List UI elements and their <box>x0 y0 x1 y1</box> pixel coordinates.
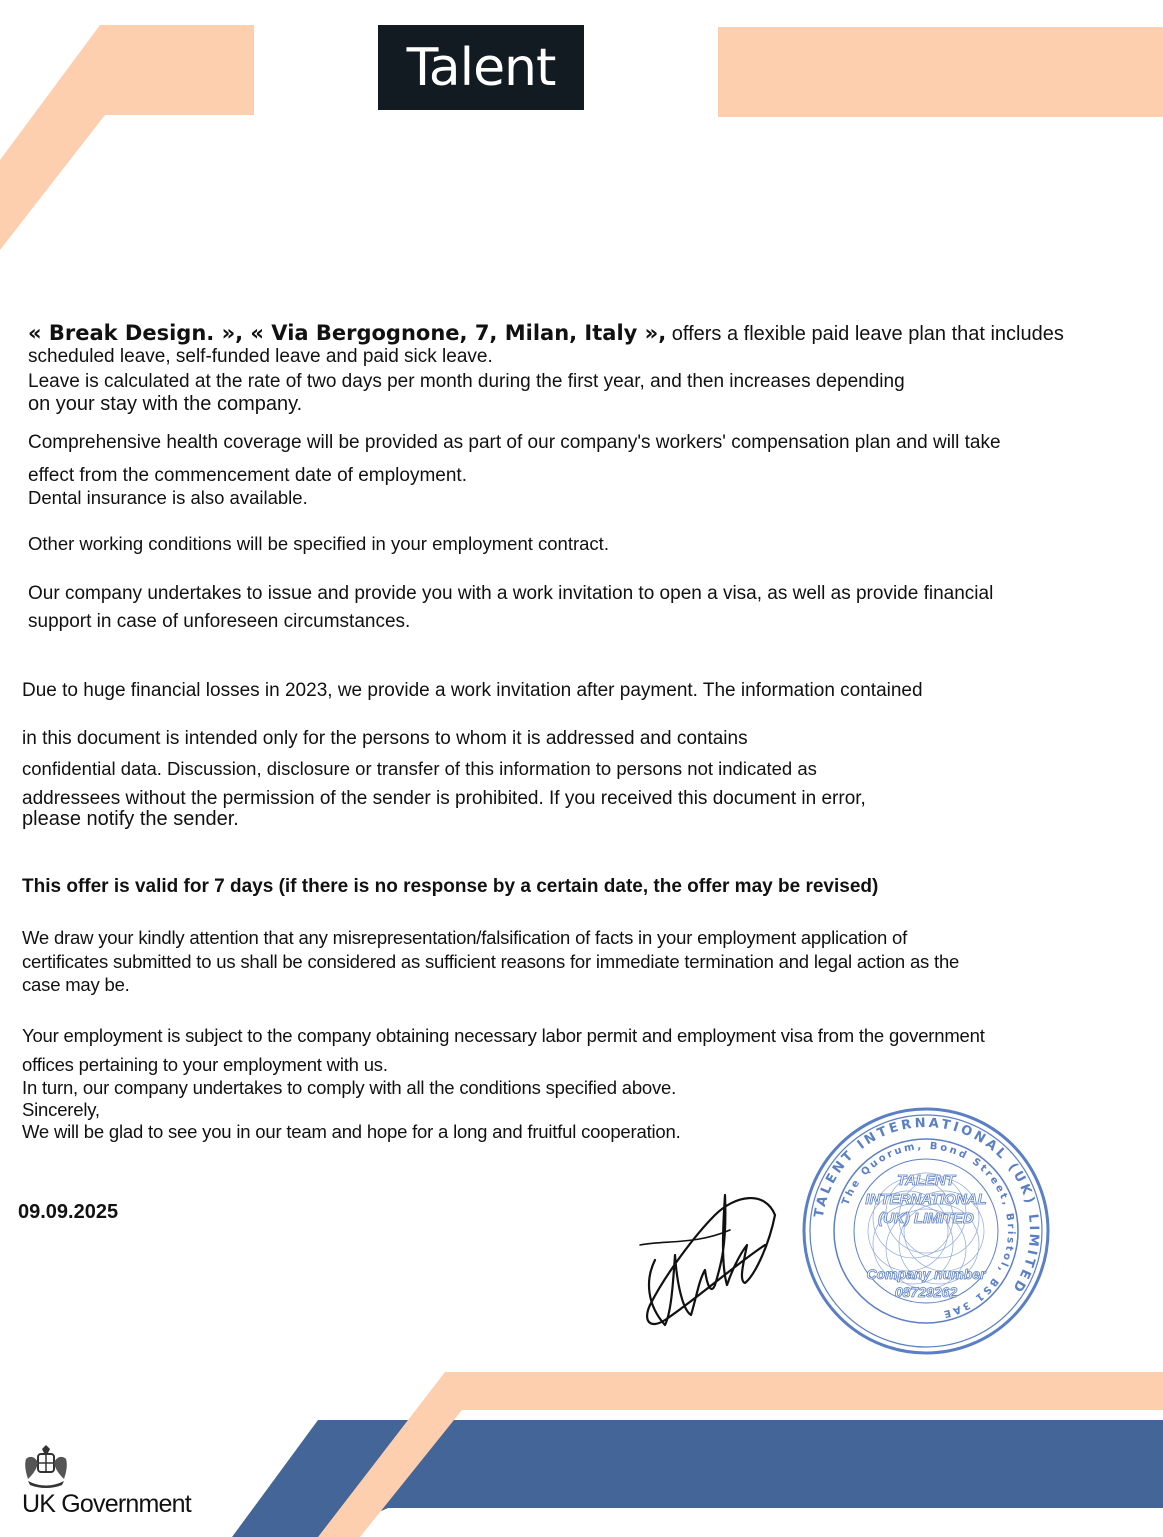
health-line-1: Comprehensive health coverage will be provided as part of our company's workers' compensation plan and will take <box>28 432 1001 453</box>
attention-line-2: certificates submitted to us shall be considered as sufficient reasons for immediate termination and legal action as the <box>22 951 960 972</box>
comply-line: In turn, our company undertakes to comply with all the conditions specified above. <box>22 1077 677 1098</box>
losses-line-3: confidential data. Discussion, disclosure or transfer of this information to persons not indicated as <box>22 758 817 779</box>
losses-line-5: please notify the sender. <box>22 808 239 830</box>
document-date: 09.09.2025 <box>18 1201 119 1223</box>
company-stamp <box>800 1105 1052 1357</box>
leave-line-2: on your stay with the company. <box>28 393 303 415</box>
talent-logo-text: Talent <box>406 37 556 98</box>
losses-line-1: Due to huge financial losses in 2023, we provide a work invitation after payment. The information contained <box>22 680 923 701</box>
top-left-peach-band <box>0 25 254 250</box>
permit-line-1: Your employment is subject to the company obtaining necessary labor permit and employment visa from the government <box>22 1025 985 1046</box>
signature <box>635 1185 780 1335</box>
leave-line-1: Leave is calculated at the rate of two days per month during the first year, and then increases depending <box>28 371 905 392</box>
offer-validity: This offer is valid for 7 days (if there is no response by a certain date, the offer may be revised) <box>22 876 879 897</box>
stamp-company-number: 08729262 <box>894 1284 958 1300</box>
permit-line-2: offices pertaining to your employment with us. <box>22 1054 388 1075</box>
attention-line-1: We draw your kindly attention that any misrepresentation/falsification of facts in your employment application of <box>22 927 908 948</box>
stamp-center-line-2: INTERNATIONAL <box>865 1191 987 1208</box>
intro-paragraph <box>28 322 1064 346</box>
stamp-inner-ring-text: The Quorum, Bond Street, Bristol, BS1 3AE <box>840 1140 1017 1320</box>
losses-line-2: in this document is intended only for the persons to whom it is addressed and contains <box>22 728 748 749</box>
closing-line: We will be glad to see you in our team and hope for a long and fruitful cooperation. <box>22 1121 681 1142</box>
stamp-center-line-1: TALENT <box>896 1172 956 1189</box>
stamp-outer-ring-text: TALENT INTERNATIONAL (UK) LIMITED <box>811 1115 1042 1297</box>
intro-line-2: scheduled leave, self-funded leave and paid sick leave. <box>28 346 493 367</box>
intro-text: offers a flexible paid leave plan that includes <box>666 323 1064 345</box>
health-line-2: effect from the commencement date of employment. <box>28 465 467 486</box>
other-conditions-line: Other working conditions will be specified in your employment contract. <box>28 533 609 554</box>
losses-line-4: addressees without the permission of the sender is prohibited. If you received this document in error, <box>22 788 866 809</box>
visa-line-2: support in case of unforeseen circumstances. <box>28 611 411 632</box>
visa-line-1: Our company undertakes to issue and provide you with a work invitation to open a visa, as well as provide financial <box>28 583 994 604</box>
stamp-center-line-3: (UK) LIMITED <box>878 1210 974 1227</box>
uk-government-label: UK Government <box>22 1490 191 1518</box>
top-right-peach-block <box>718 27 1163 117</box>
attention-line-3: case may be. <box>22 974 130 995</box>
dental-line: Dental insurance is also available. <box>28 487 308 508</box>
talent-logo <box>378 25 584 110</box>
company-name-address: « Break Design. », « Via Bergognone, 7, Milan, Italy », <box>28 321 667 345</box>
sincerely-line: Sincerely, <box>22 1099 100 1120</box>
stamp-company-label: Company number <box>866 1266 986 1282</box>
royal-crest-icon <box>22 1445 70 1489</box>
